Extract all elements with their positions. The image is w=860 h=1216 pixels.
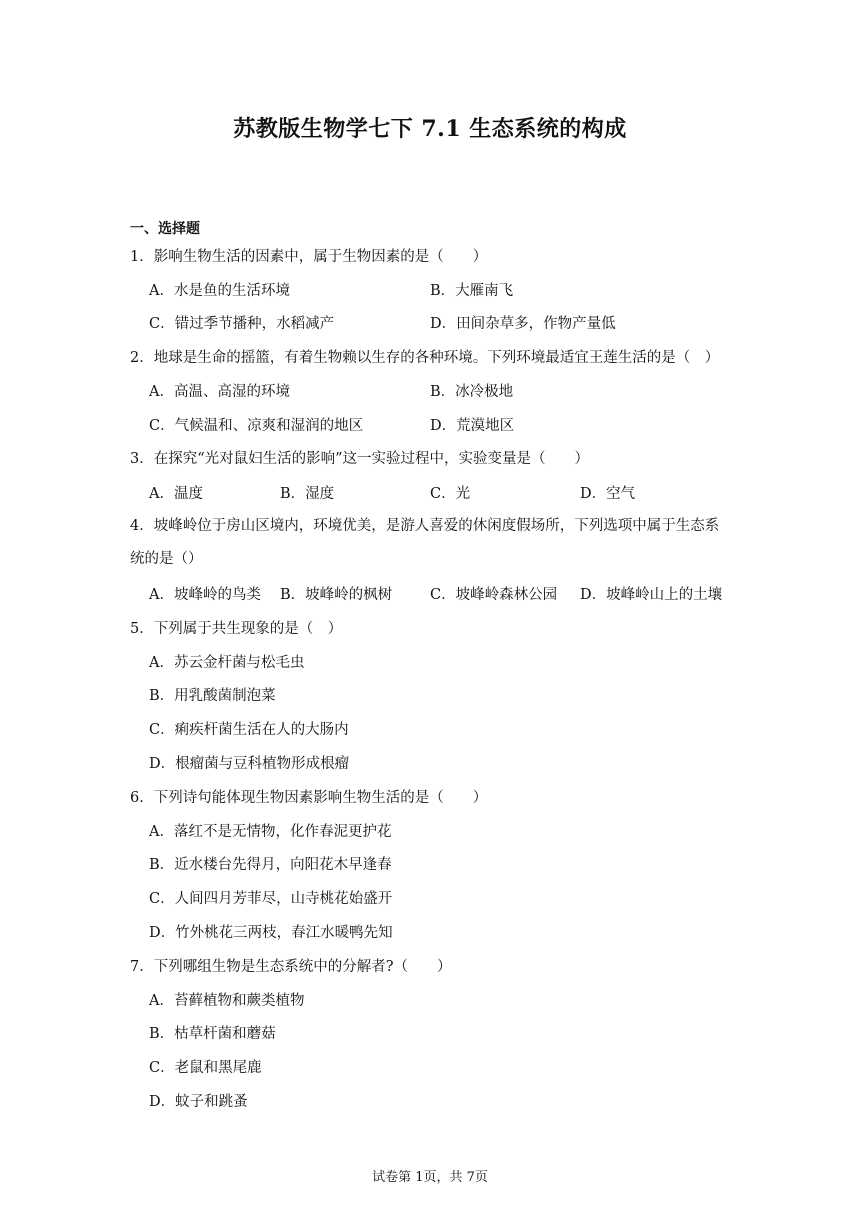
question-6-option-d: D．竹外桃花三两枝，春江水暖鸭先知 — [149, 925, 393, 941]
question-7-option-c: C．老鼠和黑尾鹿 — [149, 1060, 262, 1076]
question-4-option-d: D．坡峰岭山上的土壤 — [580, 587, 723, 603]
question-7-option-d: D．蚊子和跳蚤 — [149, 1094, 248, 1110]
question-2-stem: 2．地球是生命的摇篮，有着生物赖以生存的各种环境。下列环境最适宜王莲生活的是（ ） — [130, 350, 720, 366]
question-7-stem: 7．下列哪组生物是生态系统中的分解者?（ ） — [130, 959, 452, 975]
section-heading: 一、选择题 — [130, 221, 200, 237]
question-3-stem: 3．在探究“光对鼠妇生活的影响”这一实验过程中，实验变量是（ ） — [130, 451, 590, 467]
question-2-option-c: C．气候温和、凉爽和湿润的地区 — [149, 418, 364, 434]
question-5-stem: 5．下列属于共生现象的是（ ） — [130, 621, 343, 637]
question-2-option-a: A．高温、高湿的环境 — [149, 384, 290, 400]
question-1-option-d: D．田间杂草多，作物产量低 — [430, 316, 616, 332]
question-1-stem: 1．影响生物生活的因素中，属于生物因素的是（ ） — [130, 249, 488, 265]
question-4-stem: 4．坡峰岭位于房山区境内，环境优美，是游人喜爱的休闲度假场所，下列选项中属于生态系统的是（） — [130, 518, 720, 567]
page-footer: 试卷第 1页，共 7页 — [372, 1170, 488, 1185]
question-3-option-c: C．光 — [430, 486, 471, 502]
question-2-option-d: D．荒漠地区 — [430, 418, 515, 434]
question-6-option-c: C．人间四月芳菲尽，山寺桃花始盛开 — [149, 891, 393, 907]
question-7-option-a: A．苔藓植物和蕨类植物 — [149, 993, 305, 1009]
question-5-option-c: C．痢疾杆菌生活在人的大肠内 — [149, 722, 349, 738]
question-5-option-a: A．苏云金杆菌与松毛虫 — [149, 655, 305, 671]
question-5-option-d: D．根瘤菌与豆科植物形成根瘤 — [149, 756, 350, 772]
question-6-stem: 6．下列诗句能体现生物因素影响生物生活的是（ ） — [130, 790, 488, 806]
question-3-option-b: B．湿度 — [280, 486, 335, 502]
question-1-option-b: B．大雁南飞 — [430, 283, 514, 299]
question-6-option-a: A．落红不是无情物，化作春泥更护花 — [149, 824, 392, 840]
question-3-option-d: D．空气 — [580, 486, 636, 502]
question-4-option-c: C．坡峰岭森林公园 — [430, 587, 558, 603]
question-1-option-c: C．错过季节播种，水稻减产 — [149, 316, 335, 332]
question-6-option-b: B．近水楼台先得月，向阳花木早逢春 — [149, 857, 392, 873]
question-7-option-b: B．枯草杆菌和蘑菇 — [149, 1026, 276, 1042]
question-4-option-b: B．坡峰岭的枫树 — [280, 587, 393, 603]
question-4-option-a: A．坡峰岭的鸟类 — [149, 587, 261, 603]
question-1-option-a: A．水是鱼的生活环境 — [149, 283, 290, 299]
question-5-option-b: B．用乳酸菌制泡菜 — [149, 688, 276, 704]
question-3-option-a: A．温度 — [149, 486, 203, 502]
page-title: 苏教版生物学七下 7.1 生态系统的构成 — [233, 116, 627, 142]
question-2-option-b: B．冰冷极地 — [430, 384, 514, 400]
